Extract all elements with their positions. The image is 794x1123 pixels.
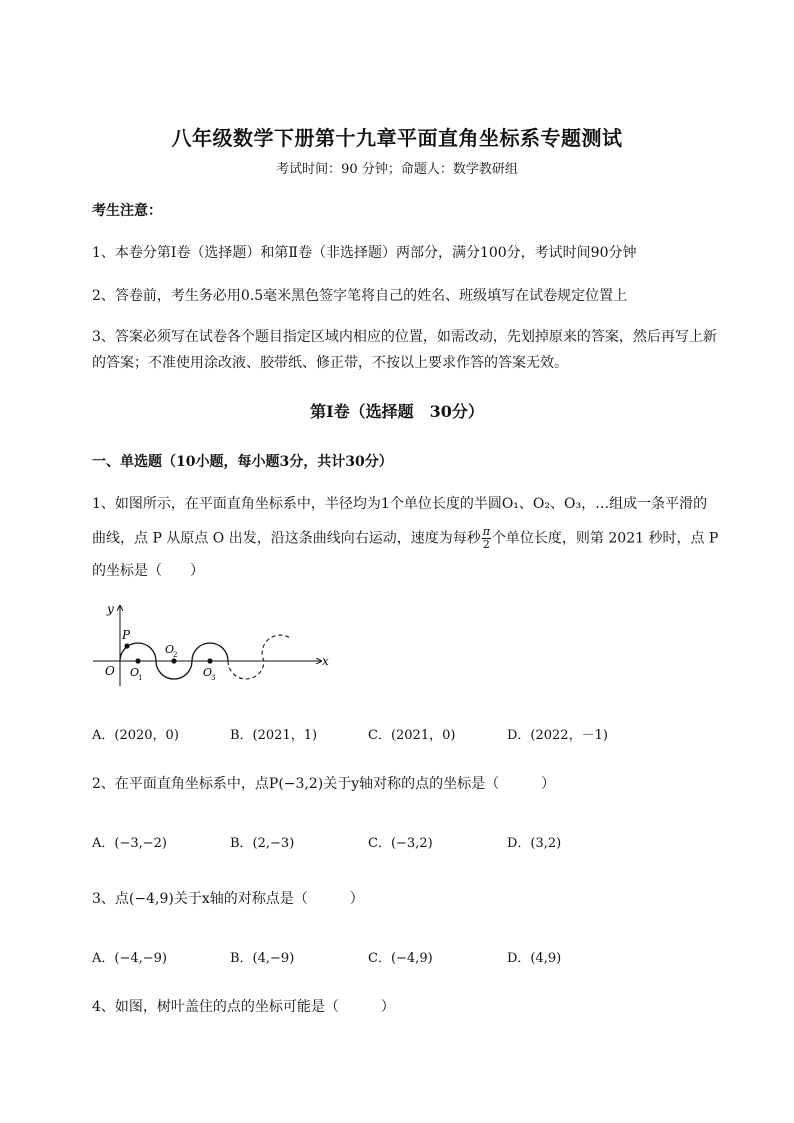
p-label: P xyxy=(122,628,131,642)
q1-option-c[interactable]: C．(2021，0) xyxy=(368,728,456,743)
q4-stem: 4、如图，树叶盖住的点的坐标可能是（ ） xyxy=(92,999,395,1015)
q3-option-c[interactable]: C．(−4,9) xyxy=(368,951,433,966)
point-o3 xyxy=(207,658,212,663)
o3-label: O xyxy=(203,666,213,679)
point-o2 xyxy=(171,658,176,663)
q1-line-2 xyxy=(92,526,718,551)
notice-item-3: 3、答案必须写在试卷各个题目指定区域内相应的位置，如需改动，先划掉原来的答案，然后再写上新 xyxy=(92,329,717,345)
x-axis-label: x xyxy=(322,654,329,668)
notice-heading: 考生注意： xyxy=(92,203,162,219)
fraction-numerator: π xyxy=(482,525,490,538)
section-title: 第I卷（选择题 30分） xyxy=(310,402,484,421)
fraction-denominator: 2 xyxy=(482,538,490,551)
page-title: 八年级数学下册第十九章平面直角坐标系专题测试 xyxy=(171,126,623,150)
q1-option-d[interactable]: D．(2022，－1) xyxy=(507,728,608,743)
o3-subscript: 3 xyxy=(211,674,216,682)
q1-line-2-after: 个单位长度，则第 2021 秒时，点 P xyxy=(491,530,719,547)
q2-option-b[interactable]: B．(2,−3) xyxy=(230,836,295,851)
semicircle-curve-continuation xyxy=(228,635,290,679)
y-axis-label: y xyxy=(107,602,114,616)
q2-option-a[interactable]: A．(−3,−2) xyxy=(92,836,167,851)
notice-item-1: 1、本卷分第I卷（选择题）和第Ⅱ卷（非选择题）两部分，满分100分，考试时间90分钟 xyxy=(92,245,637,261)
q1-line-1: 1、如图所示，在平面直角坐标系中，半径均为1个单位长度的半圆O₁、O₂、O₃，…组成一条平滑的 xyxy=(92,496,708,512)
o2-label: O xyxy=(165,643,175,656)
q3-stem: 3、点(−4,9)关于x轴的对称点是（ ） xyxy=(92,891,364,907)
q2-option-c[interactable]: C．(−3,2) xyxy=(368,836,433,851)
q1-line-2-before: 曲线，点 P 从原点 O 出发，沿这条曲线向右运动，速度为每秒 xyxy=(92,530,481,547)
o2-subscript: 2 xyxy=(173,651,178,659)
q1-option-a[interactable]: A．(2020，0) xyxy=(92,728,179,743)
part-heading: 一、单选题（10小题，每小题3分，共计30分） xyxy=(92,454,393,470)
q1-option-b[interactable]: B．(2021，1) xyxy=(230,728,318,743)
o1-label: O xyxy=(130,666,140,679)
q1-figure xyxy=(85,598,345,688)
o1-subscript: 1 xyxy=(138,674,143,682)
speed-fraction xyxy=(482,526,491,551)
page-subtitle: 考试时间：90 分钟；命题人：数学教研组 xyxy=(276,162,518,177)
q1-line-3: 的坐标是（ ） xyxy=(92,563,204,579)
notice-item-2: 2、答卷前，考生务必用0.5毫米黑色签字笔将自己的姓名、班级填写在试卷规定位置上 xyxy=(92,288,628,304)
q2-option-d[interactable]: D．(3,2) xyxy=(507,836,562,851)
notice-item-3-cont: 的答案；不准使用涂改液、胶带纸、修正带，不按以上要求作答的答案无效。 xyxy=(92,355,568,371)
q3-option-a[interactable]: A．(−4,−9) xyxy=(92,951,167,966)
origin-label: O xyxy=(105,664,115,678)
q3-option-b[interactable]: B．(4,−9) xyxy=(230,951,295,966)
q3-option-d[interactable]: D．(4,9) xyxy=(507,951,562,966)
point-p xyxy=(124,643,129,648)
q2-stem: 2、在平面直角坐标系中，点P(−3,2)关于y轴对称的点的坐标是（ ） xyxy=(92,776,556,792)
point-o1 xyxy=(135,658,140,663)
